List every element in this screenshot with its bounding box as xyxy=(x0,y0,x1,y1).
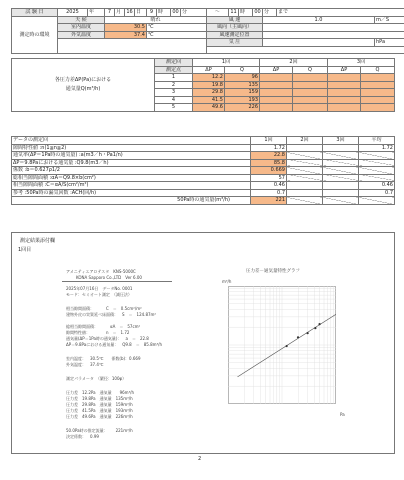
table-row: 総相当隙間面積 :αA＝Q9.8×b(cm²) 57 xyxy=(12,174,395,182)
data-point xyxy=(318,323,320,325)
table-row: 5 49.6 226 xyxy=(12,104,395,112)
graph-title: 圧力差－通気量特性グラフ xyxy=(246,269,300,274)
page-number: 2 xyxy=(198,456,202,462)
table-row: 2 19.8 135 xyxy=(12,81,395,89)
attachment-round: 1回目 xyxy=(18,247,32,253)
wind-speed-value: 1.0 xyxy=(263,16,375,24)
data-point xyxy=(314,327,316,329)
instrument-printout: アメニティエアロテスタ KNS-5000C KONA Sapporo Co.,LTD Ver 6.00 2025年07月16日 データNo. 0001 モード：セミオート測定 （減圧法） 相当隙間面積： C ＝ 0.5cm²/m² 建物外皮の実質延べ床面積： S ＝ 124.87m² 総相当隙間面積： αA ＝ 57cm² 隙間特性値： n ＝ 1.72 通気量(ΔP＝1Pa時の通気量)： a ＝ 22.8 ΔP＝9.8Paにおける通気量： Q9.8 ＝ 85.8m³/h 室内温度： 30.5℃ 係数(b)：0.669 外気温度： 37.4℃ 測定パラメータ （繁径：100φ） 圧力差 12.2Pa 通気量 96m³/h 圧力差 19.8Pa 通気量 135m³/h 圧力差 29.8Pa 通気量 159m³/h 圧力差 41.5Pa 通気量 193m³/h 圧力差 49.6Pa 通気量 226m³/h 50.0Pa時の推定流量： 221m³/h 決定係数： 0.99 圧力差－通気量特性グラフ m³/h Pa xyxy=(58,256,352,456)
env-section-label: 測定時の環境 xyxy=(12,16,58,54)
measurement-table: 各圧力差ΔP(Pa)における 通気量Q(m³/h) 測定回 1回 2回 3回 測定点 ΔP Q ΔP Q ΔP Q 1 12.2 96 2 19.8 135 3 29.8 159 4 41.5 193 5 49.6 226 xyxy=(11,58,395,112)
results-table: データの測定回 1回 2回 3回 平均 隙間特性値 :n(1≦n≦2) 1.72 1.72 通気率(ΔP＝1Pa時の通気量) :a(m3／h・Pa1/n) 22.8 ΔP＝9.8Paにおける通気量 :Q9.8(m3／h) 85.8 係数 :b＝0.627ρ1/2 0.669 総相当隙間面積 :αA＝Q9.8×b(cm²) 57 相当隙間面積 :C＝αA/S(cm²/m²) 0.46 0.46 参考 :50Pa時の漏気回数 :ACH(回/h) 0.7 0.7 50Pa時の通気量(m³/h) 221 xyxy=(13,137,393,203)
outdoor-temp-value: 37.4 xyxy=(105,31,147,39)
table-row: 参考 :50Pa時の漏気回数 :ACH(回/h) 0.7 0.7 xyxy=(13,189,393,196)
pressure-flow-graph xyxy=(228,286,336,404)
indoor-temp-value: 30.5 xyxy=(105,24,147,32)
table-row: 3 29.8 159 xyxy=(12,89,395,97)
environment-table: 試 験 日 2025 年 7 月 16 日 9 時 00 分 ～ 11 時 00 分 まで 測定時の環境 天 候 晴れ 風 速 1.0 m／S 室内温度 30.5 ℃ 風向（主風向） 外気温度 37.4 ℃ 風速測定位置 気 圧 hPa xyxy=(11,8,404,54)
year: 2025 xyxy=(58,9,88,17)
data-point xyxy=(297,336,299,338)
graph-x-unit: Pa xyxy=(340,412,345,417)
table-row: 50Pa時の通気量(m³/h) 221 xyxy=(12,197,395,205)
data-point xyxy=(286,345,288,347)
measurement-label: 各圧力差ΔP(Pa)における 通気量Q(m³/h) xyxy=(12,59,155,112)
table-row: 隙間特性値 :n(1≦n≦2) 1.72 1.72 xyxy=(13,144,393,151)
table-row: 1 12.2 96 xyxy=(12,74,395,82)
table-row: 4 41.5 193 xyxy=(12,96,395,104)
data-point xyxy=(307,332,309,334)
graph-y-unit: m³/h xyxy=(222,279,232,284)
table-row: 相当隙間面積 :C＝αA/S(cm²/m²) 0.46 0.46 xyxy=(13,182,393,188)
table-row: ΔP＝9.8Paにおける通気量 :Q9.8(m3／h) 85.8 xyxy=(12,159,395,167)
weather-value: 晴れ xyxy=(105,16,207,24)
table-row: 係数 :b＝0.627ρ1/2 0.669 xyxy=(12,167,395,175)
table-row: 通気率(ΔP＝1Pa時の通気量) :a(m3／h・Pa1/n) 22.8 xyxy=(12,152,395,160)
test-date-label: 試 験 日 xyxy=(12,9,58,17)
attachment-title: 測定結果添付欄 xyxy=(20,238,56,244)
